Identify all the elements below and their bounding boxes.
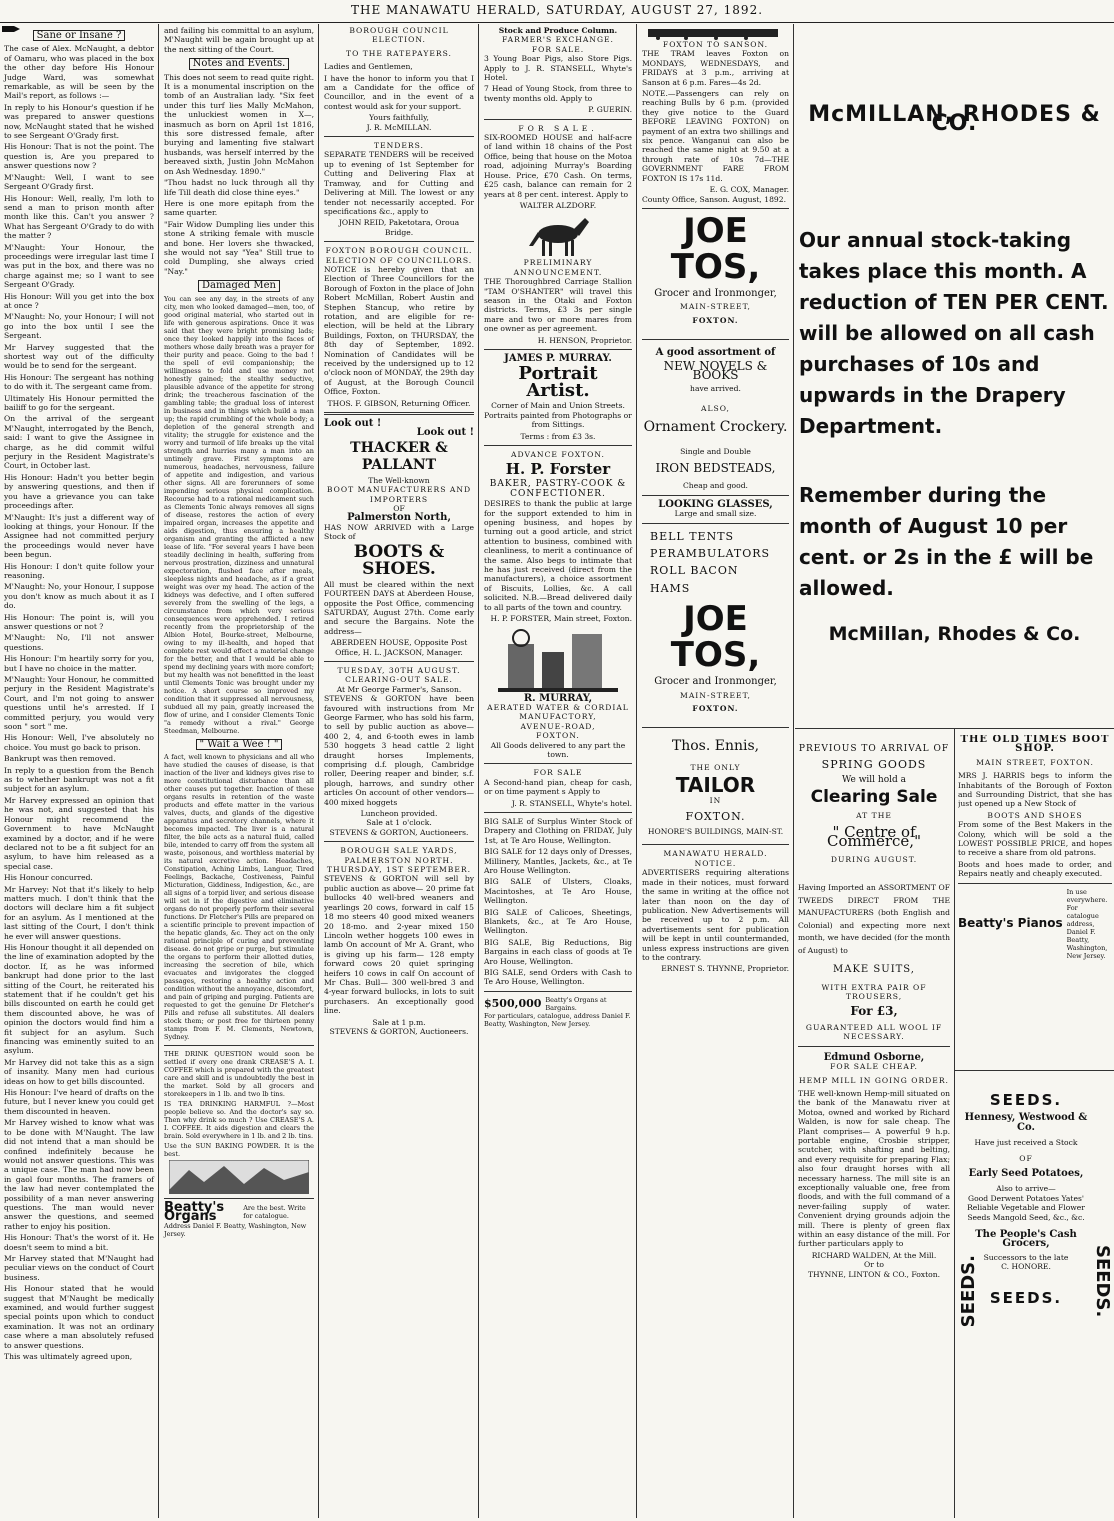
successors: Successors to the late [983, 1252, 1069, 1262]
big-sale-6: BIG SALE, send Orders with Cash to Te Aro House, Wellington. [484, 968, 632, 987]
yards-title: BOROUGH SALE YARDS, PALMERSTON NORTH. [340, 846, 458, 865]
farmer-title: FARMER'S EXCHANGE. [502, 35, 614, 45]
big-sale-3: BIG SALE of Ulsters, Cloaks, Macintoshes, at Te Aro House, Wellington. [484, 877, 632, 906]
horse-illustration [523, 210, 593, 258]
paragraph: His Honour: That's the worst of it. He doesn't seem to mind a bit. [4, 1233, 154, 1252]
sale-body: STEVENS & GORTON have been favoured with instructions from Mr George Farmer, who has sold his farm, to sell by public auction as above— 400 2, 4, and 6-tooth ewes in lamb 530 hoggets 3 head cattle 2 light draught horses Implements, comprising d.f. plough, Cambridge roller, Deering reaper and binder, s.f. plough, harrows, and sundry other articles On account of other vendors— 400 mixed hoggets [324, 694, 474, 807]
big-sale-5: BIG SALE, Big Reductions, Big Bargains in each class of goods at Te Aro House, Wellington. [484, 937, 632, 966]
made-to-order: Boots and hoes made to order, and Repairs neatly and cheaply executed. [958, 859, 1112, 879]
spring-goods: SPRING GOODS [821, 758, 927, 772]
hemp-body: THE well-known Hemp-mill situated on the bank of the Manawatu river at Motoa, owned and worked by Richard Walden, is now for sale cheap. The Plant comprises— A powerful 9 h.p. portable engine, Crosbie stripper, scutcher, with shafting and belting, and every requisite for preparing Flax; also four draught horses with all necessary harness. The mill site is an exceptionally valuable one, free from floods, and with the full command of a never-failing supply of water. Convenient drying grounds adjoin the mill. There is plenty of green flax within an easy distance of the mill. For further particulars apply to [798, 1088, 950, 1249]
single-double: Single and Double [680, 446, 751, 456]
tram-office: County Office, Sanson. August, 1892. [642, 194, 786, 204]
paragraph: A fact, well known to physicians and all who have studied the causes of disease, is that inaction of the liver and kidneys gives rise to more constitutional disturbance than all other causes put together. Inaction of these organs results in retention of the waste products and effete matter in the various valves, ducts, and glands of the digestive apparatus and secretory channels, where it becomes impacted. The liver is a natural filter, the bile acts as a natural fluid, called bile, intended to carry off from the system all waste, poisonous, and worthless material by its natural excretive action. Headaches, Constipation, Aching Limbs, Languor, Tired Feelings, Backache, Costiveness, Painful Micturation, Giddiness, Indigestion, &c., are all signs of a torpid liver, and serious disease will set in if the digestive and eliminative organs do not properly perform their several functions. Dr Fletcher's Pills are prepared on a scientific principle to prevent impaction of the hepatic glands, &c. They act on the only rational principle of curing and preventing disease. do not gripe or purge, but stimulate the organs to perform their allotted duties, increasing the secretion of bile, which evacuates and invigorates the clogged passages, restoring a healthy action and condition without the annoyance, discomfort, and pain of griping and purging. Patients are requested to get the genuine Dr Fletcher's Pills and refuse all substitutes. All dealers stock them; or post free for thirteen penny stamps from F. M. Clements, Newtown, Sydney. [164, 752, 314, 1041]
paragraph: IS TEA DRINKING HARMFUL ?—Most people believe so. And the doctor's say so. Then why drink so much ? Use CREASE'S A. I. COFFEE. It aids digestion and clears the brain. Sold everywhere in 1 lb. and 2 lb. tins. [164, 1099, 314, 1140]
bell-tents: BELL TENTS [650, 529, 735, 543]
wait-body [164, 753, 314, 1041]
seeds-vertical-left: SEEDS. [958, 1255, 979, 1328]
sale-title: CLEARING-OUT SALE. [345, 675, 453, 685]
damaged-title: Damaged Men [164, 280, 314, 291]
advance-title: ADVANCE FOXTON. [511, 450, 605, 459]
suit-price: For £3, [850, 1004, 898, 1019]
thacker-sub: The Well-known [368, 475, 430, 485]
tram-sign: E. G. COX, Manager. [709, 185, 789, 195]
guerin-sign: P. GUERIN. [588, 105, 632, 115]
paragraph: You can see any day, in the streets of any city, men who looked damaged—men, too, of good original material, who started out in life with generous aspirations. Once it was said that they were bright promising lads; once they looked happily into the faces of mothers whose daily breath was a prayer for their purity and peace. Going to the bad ! the spell of evil companionship; the willingness to fold and use money not honestly gained; the stealthy seductive, plausible advance of the appetite for strong drink; the treacherous fascination of the gambling table; the gradual loss of interest in business and in things which build a man up; the rapid crumbling of the whole body; a depletion of the general strength and vitality; the struggle for existence and the worry and turmoil of life breaks up the vital strength and hurries many a man into an untimely grave. First symptoms are numerous, headaches, nervousness, failure of appetite and indigestion, and various other signs. All are forerunners of some impending serious physical complication. Recourse had to a rational medicament such as Clements Tonic always removes all signs of disease, restores the action of every impaired organ, increases the appetite and aids digestion, thus ensuring a healthy organism and granting the afflicted a new lease of life. "For several years I have been steadily declining in health, suffering from nervous prostration, dizziness and unnatural expectoration, flushed face after meals, sleepless nights and headache, as if a great weight was over my head. The action of the kidneys was defective, and I often suffered severely from the swelling of the legs, a circumstance from which very serious consequences were apprehended. I retired recently from the proprietorship of the Albion Hotel, Bourke-street, Melbourne, owing to my ill-health, and hoped that complete rest would effect a material change for the better, and that I would be able to spend my declining years with more comfort; but my health was not benefitted in the least until Clements Tonic was brought under my notice. A short course so improved my condition that it suppressed all nervousness, subdued all my pain, greatly increased the flow of urine, and I consider Clements Tonic "a remedy without a rival." George Steedman, Melbourne. [164, 294, 314, 735]
paragraph: His Honour: Well, I've absolutely no choice. You must go back to prison. [4, 733, 154, 752]
article-title: Sane or Insane ? [4, 30, 154, 41]
alzdorf-sign: WALTER ALZDORF. [519, 200, 597, 210]
avenue-road: AVENUE-ROAD, [520, 721, 596, 731]
yards-sign: STEVENS & GORTON, Auctioneers. [329, 1026, 469, 1036]
aerated-body: All Goods delivered to any part the town. [490, 740, 626, 759]
stock-title: Stock and Produce Column. [498, 26, 618, 35]
peoples-grocers: The People's Cash Grocers, [975, 1229, 1077, 1250]
fbc-body: NOTICE is hereby given that an Election of Three Councillors for the Borough of Foxton in the place of John Robert McMillan, Robert Austin and Stephen Stancup, who retire by rotation, and are eligible for re-election, will be held at the Library Buildings, Foxton, on THURSDAY, the 8th day of September, 1892. Nomination of Candidates will be received by the undersigned up to 12 o'clock noon of MONDAY, the 29th day of August, at the Borough Council Office, Foxton. [324, 264, 474, 397]
rmurray-title: R. MURRAY, [523, 692, 593, 704]
stansell-sign: J. R. STANSELL, Whyte's hotel. [511, 798, 632, 808]
seeds-ad [962, 1088, 1090, 1488]
paragraph: Mr Harvey wished to know what was to be done with M'Naught. The law did not intend that a man should be confined indefinitely because he would not answer questions. This was a unique case. The man had now been in gaol four months. The framers of the law had never contemplated the possibility of a man never answering questions. The man would never answer the questions, and seemed rather to enjoy his position. [4, 1118, 154, 1231]
look-out-1: Look out ! [324, 418, 382, 430]
tailor-foxton: FOXTON. [685, 809, 746, 823]
thynne-sign: ERNEST S. THYNNE, Proprietor. [661, 964, 789, 974]
paragraph: M'Naught: Well, I want to see Sergeant O'Grady first. [4, 172, 154, 192]
tenders-body: SEPARATE TENDERS will be received up to evening of 1st September for Cutting and Delivering Flax at Tramway, and for Cutting and Delivering at Mill. The lowest or any tender not necessarily accepted. For specifications &c., apply to [324, 150, 474, 216]
paragraph: THE DRINK QUESTION would soon be settled if every one drank CREASE'S A. I. COFFEE which is prepared with the greatest care and skill and is undoubtedly the best in the market. Sold by all grocers and storekeepers in 1 lb. and two lb tins. [164, 1049, 314, 1098]
make-suits: MAKE SUITS, [833, 964, 915, 976]
rmurray-foxton: FOXTON. [536, 731, 580, 741]
honore-buildings: HONORE'S BUILDINGS, MAIN-ST. [647, 827, 784, 837]
novels-title: NEW NOVELS & BOOKS [663, 358, 768, 382]
sale-where: At Mr George Farmer's, Sanson. [336, 684, 462, 694]
during-august: DURING AUGUST. [830, 854, 918, 864]
paragraph: His Honour: I'm heartily sorry for you, but I have no choice in the matter. [4, 654, 154, 673]
also-arrive: Also to arrive— [996, 1184, 1056, 1194]
harris-body-2: From some of the Best Makers in the Colony, which will be sold a the LOWEST POSSIBLE PRICE, and hopes to receive a share from old patrons. [958, 820, 1112, 858]
old-times-street: MAIN STREET, FOXTON. [976, 757, 1094, 767]
paragraph: M'Naught: No, your Honour, I suppose you don't know as much about it as I do. [4, 582, 154, 611]
paragraph: M'Naught: No, I'll not answer questions. [4, 633, 154, 652]
joe-tos-title-2: JOE TOS, [670, 599, 761, 676]
mcmillan-title: McMILLAN, RHODES & CO. [808, 102, 1101, 137]
election-to: TO THE RATEPAYERS. [346, 48, 452, 58]
hemp-mill: HEMP MILL IN GOING ORDER. [799, 1075, 949, 1085]
centre-title: " Centre of Commerce," [827, 823, 921, 851]
notice-body: ADVERTISERS requiring alterations made in their notices, must forward the same in writing at the office not later than noon on the day of publication. New Advertisements will be received up to 2 p.m. All advertisements sent for publication will be kept in until countermanded, unless express instructions are given to the contrary. [642, 868, 789, 962]
paragraph: His Honour stated that he would suggest that M'Naught be medically examined, and would further suggest special points upon which to conduct examination. It was not an ordinary case where a man absolutely refused to answer questions. [4, 1284, 154, 1350]
yards-date: THURSDAY, 1ST SEPTEMBER. [326, 865, 472, 875]
tailor-title: TAILOR [675, 772, 756, 797]
wait-title: " Wait a Wee ! " [164, 739, 314, 750]
seeds-vertical-right: SEEDS. [1092, 1245, 1113, 1318]
notice-title: NOTICE. [694, 858, 737, 868]
thacker-title: THACKER & PALLANT [350, 439, 448, 473]
we-will-hold: We will hold a [842, 774, 906, 785]
at-the: AT THE [856, 810, 892, 820]
joe-tos-grocer-2: Grocer and Ironmonger, [654, 676, 777, 688]
portrait-terms: Terms : from £3 3s. [520, 431, 596, 441]
baker-body: DESIRES to thank the public at large for the support extended to him in opening business, and hopes by turning out a good article, and strict attention to business, combined with cleanliness, to merit a continuance of the same. Also begs to intimate that he has just received (direct from the manufacturers), a choice assortment of Biscuits, Lollies, &c. A call solicited. N.B.—Bread delivered daily to all parts of the town and country. [484, 499, 632, 612]
paragraph: "Fair Widow Dumpling lies under this stone A striking female with muscle and bone. Her lovers she thwacked, she would not say "Yea" Still true to cold Dumpling, she always cried "Nay." [164, 219, 314, 276]
paragraph: His Honour: Well, really, I'm loth to send a man to prison month after month like this. Can't you answer ? What has Sergeant O'Grady to do with the matter ? [4, 193, 154, 241]
old-times-ad [958, 735, 1112, 965]
column-rule [158, 24, 159, 1518]
hams: HAMS [650, 581, 691, 595]
cheap-good: Cheap and good. [683, 481, 748, 491]
guarantee: GUARANTEED ALL WOOL IF NECESSARY. [805, 1022, 943, 1042]
iron-bedsteads: IRON BEDSTEADS, [655, 460, 776, 475]
paragraph: Mr Harvey stated that M'Naught had peculiar views on the conduct of Court business. [4, 1253, 154, 1282]
fbc-title: FOXTON BOROUGH COUNCIL. [325, 246, 473, 256]
paragraph: Use the SUN BAKING POWDER. It is the best. [164, 1141, 314, 1158]
also-label: ALSO, [701, 403, 730, 413]
seeds-title-2: SEEDS. [989, 1288, 1063, 1307]
notes-body [164, 73, 314, 277]
column-rule [636, 24, 637, 1518]
mcmillan-stocktaking: Our annual stock-taking takes place this month. A reduction of TEN PER CENT. will be allowed on all cash purchases of 10s and upwards in the Drapery Department. [799, 227, 1109, 438]
forsale2-title: FOR SALE [533, 768, 583, 778]
paragraph: In reply to his Honour's question if he was prepared to answer questions now, McNaught stated that he wished to see Sergeant O'Grady first. [4, 102, 154, 141]
boots-and-shoes: BOOTS AND SHOES [987, 810, 1083, 820]
house-title: FOR SALE. [518, 123, 598, 133]
sale-lunch: Luncheon provided. [360, 809, 438, 819]
baker-sign: H. P. FORSTER, Main street, Foxton. [490, 614, 632, 624]
pointing-hand-icon [2, 22, 20, 36]
fbc-sub: ELECTION OF COUNCILLORS. [325, 255, 473, 265]
young-stock-ad: 7 Head of Young Stock, from three to twenty months old. Apply to [484, 84, 632, 103]
or-to: Or to [864, 1260, 884, 1270]
sale-time: Sale at 1 o'clock. [366, 818, 432, 828]
column-notes [160, 26, 318, 1516]
boots-shoes: BOOTS & SHOES. [353, 541, 445, 579]
assortment-title: A good assortment of [655, 347, 776, 359]
mcmillan-sign: McMillan, Rhodes & Co. [828, 622, 1081, 645]
paragraph: The case of Alex. McNaught, a debtor of Oamaru, who was placed in the box the other day before His Honour Judge Ward, was somewhat remarkable, as will be seen by the Mail's report, as follows :— [4, 44, 154, 101]
tram-illustration [646, 26, 786, 40]
joe-tos-street-2: MAIN-STREET, [680, 690, 751, 700]
election-title: BOROUGH COUNCIL ELECTION. [349, 26, 449, 45]
paragraph: His Honour: The sergeant has nothing to do with it. The sergeant came from. [4, 372, 154, 392]
clearing-sale: Clearing Sale [810, 787, 938, 808]
joe-tos-foxton-2: FOXTON. [692, 704, 739, 714]
paragraph: His Honour: Will you get into the box at once ? [4, 291, 154, 310]
walden-sign: RICHARD WALDEN, At the Mill. [811, 1250, 937, 1260]
column-notices [320, 26, 478, 1516]
paragraph: His Honour: I've heard of drafts on the future, but I never knew you could get them discounted in heaven. [4, 1088, 154, 1116]
paragraph: His Honour: I don't quite follow your reasoning. [4, 561, 154, 580]
paragraph: Mr Harvey expressed an opinion that he was not, and suggested that his Honour might recommend the Government to have McNaught examined by a doctor, and if he were declared not to be a fit subject for an asylum, to have him released as a special case. [4, 795, 154, 871]
column-stock [480, 26, 636, 1516]
beatty-pianos-ad: Beatty's Pianos In use everywhere. For catalogue address, Daniel F. Beatty, Washington, New Jersey. [958, 887, 1108, 960]
big-sale-1: BIG SALE of Surplus Winter Stock of Drapery and Clothing on FRIDAY, July 1st, at Te Aro House, Wellington. [484, 816, 632, 845]
big-sale-4: BIG SALE of Calicoes, Sheetings, Blankets, &c., at Te Aro House, Wellington. [484, 907, 632, 936]
seeds-of: OF [1019, 1153, 1033, 1163]
damaged-body [164, 295, 314, 735]
paragraph: M'Naught: Your Honour, he committed perjury in the Resident Magistrate's Court, and I'm not going to answer questions until he's arrested. If I committed perjury, you would very soon " sort " me. [4, 675, 154, 732]
beatty-500000-address: For particulars, catalogue, address Daniel F. Beatty, Washington, New Jersey. [484, 1011, 631, 1028]
portrait-title: Portrait Artist. [518, 363, 598, 402]
seeds-list: Good Derwent Potatoes Yates' Reliable Vegetable and Flower Seeds Mangold Seed, &c., &c. [967, 1193, 1085, 1222]
ennis-title: Thos. Ennis, [671, 738, 760, 755]
baker-title: BAKER, PASTRY-COOK & CONFECTIONER. [489, 479, 627, 499]
previous-arrival: PREVIOUS TO ARRIVAL OF [798, 744, 950, 754]
tenders-sign: JOHN REID, Paketotara, Oroua Bridge. [338, 218, 460, 237]
column-sane-or-insane [0, 26, 158, 1516]
herald-title: MANAWATU HERALD. [663, 849, 768, 859]
masthead: THE MANAWATU HERALD, SATURDAY, AUGUST 27, 1892. [0, 0, 1114, 23]
look-out-2: Look out ! [416, 427, 474, 439]
paragraph: Here is one more epitaph from the same quarter. [164, 198, 314, 218]
fbc-sign: THOS. F. GIBSON, Returning Officer. [327, 398, 471, 408]
yards-body: STEVENS & GORTON will sell by public auction as above— 20 prime fat bullocks 40 well-bred weaners and yearlings 20 cows, forward in calf 15 18 mo steers 40 good mixed weaners 20 18-mo. and 2-year mixed 150 Lincoln wether hoggets 100 ewes in lamb On account of Mr A. Grant, who is giving up his farm— 128 empty forward cows 20 quiet springing heifers 10 cows in calf On account of Mr Chas. Bull— 300 well-bred 3 and 4-year forward bullocks, in lots to suit purchasers. An exceptionally good line. [324, 874, 474, 1016]
hennessy-title: Hennesy, Westwood & Co. [964, 1112, 1088, 1133]
thacker-trade: BOOT MANUFACTURERS AND IMPORTERS [326, 485, 472, 504]
thacker-town: Palmerston North, [347, 512, 451, 524]
column-rule [318, 24, 319, 1518]
mountains-illustration [169, 1160, 309, 1194]
forsale-title: FOR SALE. [531, 44, 585, 54]
for-sale-cheap: FOR SALE CHEAP. [830, 1062, 918, 1072]
joe-tos-foxton: FOXTON. [692, 315, 739, 325]
paragraph: His Honour thought it all depended on the line of examination adopted by the doctor. If, as he was informed bankrupt had done prior to the last sitting of the Court, he reiterated his statement that if he couldn't get his bills discounted on earth he could get them discounted above, he was of opinion the doctors would find him a fit subject for an asylum. Such financing was eminently suited to an asylum. [4, 942, 154, 1056]
beatty-organs-ad: Beatty's Organs Are the best. Write for catalogue. [164, 1199, 306, 1225]
beatty-500000-ad: $500,000 Beatty's Organs at Bargains. [484, 995, 607, 1012]
paragraph: Mr Harvey suggested that the shortest way out of the difficulty would be to send for the sergeant. [4, 342, 154, 371]
boots-body: All must be cleared within the next FOURTEEN DAYS at Aberdeen House, opposite the Post Office, commencing SATURDAY, August 27th. Come early and secure the Bargains. Note the address— [324, 579, 474, 636]
boots-addr: ABERDEEN HOUSE, Opposite Post Office, H. L. JACKSON, Manager. [330, 638, 468, 657]
drink-body [164, 1050, 314, 1158]
paragraph: His Honour: The point is, will you answer questions or not ? [4, 612, 154, 631]
tram-note: NOTE.—Passengers can rely on reaching Bulls by 6 p.m. (provided they give notice to the Guard BEFORE LEAVING FOXTON) on payment of an extra two shillings and six pence. Wanganui can also be reached the same night at 9.50 at a through rate of 10s 7d—THE GOVERNMENT FARE FROM FOXTON IS 17s 11d. [642, 89, 789, 183]
paragraph: Ultimately His Honour permitted the bailiff to go for the sergeant. [4, 393, 154, 413]
old-times-title: THE OLD TIMES BOOT SHOP. [960, 735, 1110, 755]
osborne-title: Edmund Osborne, [823, 1051, 925, 1063]
received-stock: Have just received a Stock [974, 1138, 1078, 1148]
election-close: Yours faithfully, [369, 113, 429, 123]
paragraph: M'Naught: It's just a different way of looking at things, your Honour. If the Assignee had not committed perjury the proceedings would never have been begun. [4, 512, 154, 560]
sale-date: TUESDAY, 30TH AUGUST. [337, 665, 461, 675]
murray-title: JAMES P. MURRAY. [504, 352, 612, 364]
linton-sign: THYNNE, LINTON & CO., Foxton. [807, 1269, 941, 1279]
ornament-title: Ornament Crockery. [643, 419, 788, 436]
tenders-title: TENDERS. [374, 141, 424, 151]
stallion-body: THE Thoroughbred Carriage Stallion "TAM O'SHANTER" will travel this season in the Otaki and Foxton districts. Terms, £3 3s per single mare and two or more mares from one owner as per agreement. [484, 277, 632, 334]
looking-glasses: LOOKING GLASSES, [658, 498, 773, 510]
centre-of-commerce-ad [798, 735, 950, 1515]
column-tram-shops [638, 26, 793, 1516]
aerated-title: AERATED WATER & CORDIAL MANUFACTORY, [487, 702, 629, 722]
house-body: SIX-ROOMED HOUSE and half-acre of land within 18 chains of the Post Office, being that house on the Motoa road, adjoining Murray's Boarding House. Price, £70 Cash. On terms, £25 cash, balance can remain for 2 years at 8 per cent. interest. Apply to [484, 133, 632, 199]
roll-bacon: ROLL BACON [650, 564, 739, 578]
tailor-in: IN [709, 796, 722, 806]
thacker-body: HAS NOW ARRIVED with a Large Stock of [324, 522, 474, 542]
paragraph: "Thou hadst no luck through all thy life Till death did close thine eyes." [164, 178, 314, 197]
paragraph: His Honour: That is not the point. The question is, Are you prepared to answer questions now ? [4, 142, 154, 171]
portrait-body: Corner of Main and Union Streets. Portraits painted from Photographs or from Sittings. [484, 401, 632, 430]
tram-title: FOXTON TO SANSON. [662, 40, 769, 49]
joe-tos-grocer: Grocer and Ironmonger, [654, 287, 777, 299]
prelim-title: PRELIMINARY ANNOUNCEMENT. [513, 258, 603, 277]
article-lead: and failing his committal to an asylum, M'Naught will be again brought up at the next sitting of the Court. [164, 26, 314, 54]
early-potatoes: Early Seed Potatoes, [968, 1168, 1084, 1180]
joe-tos-street: MAIN-STREET, [680, 302, 751, 312]
sale-sign: STEVENS & GORTON, Auctioneers. [329, 827, 469, 837]
the-only: THE ONLY [690, 763, 741, 773]
pigs-ad: 3 Young Boar Pigs, also Store Pigs. Apply to J. R. STANSELL, Whyte's Hotel. [484, 54, 632, 83]
paragraph: This was ultimately agreed upon, [4, 1352, 133, 1362]
mcmillan-reminder: Remember during the month of August 10 per cent. or 2s in the £ will be allowed. [799, 482, 1094, 600]
paragraph: M'Naught: Your Honour, the proceedings were irregular last time I was put in the box, and there was no charge against me; so I want to see Sergeant O'Grady. [4, 242, 154, 290]
sizes: Large and small size. [674, 509, 757, 519]
election-sign: J. R. McMILLAN. [366, 122, 432, 132]
bottling-machine-illustration [498, 624, 618, 694]
column-rule [478, 24, 479, 1518]
thacker-of: OF [393, 504, 405, 514]
paragraph: On the arrival of the sergeant M'Naught, interrogated by the Bench, said: I want to give the Assignee in charge, as he did commit wilful perjury in the Resident Magistrate's Court, in October last. [4, 414, 154, 471]
paragraph: This does not seem to read quite right. It is a monumental inscription on the tomb of an Australian lady. "Six feet under this turf lies Mally McMahon, the unluckiest women in X—, inasmuch as born on April 1st 1816, this sore distressed female, after burying and lamenting five stalwart husbands, was herself interred by the bereaved sixth, Justin John McMahon on Ash Wednesday. 1890." [164, 72, 314, 176]
paragraph: M'Naught: No, your Honour; I will not go into the box until I see the Sergeant. [4, 312, 154, 341]
perambulators: PERAMBULATORS [650, 547, 771, 560]
paragraph: Bankrupt was then removed. [4, 754, 116, 764]
yards-time: Sale at 1 p.m. [372, 1017, 426, 1027]
paragraph: Mr Harvey: Not that it's likely to help matters much. I don't think that the doctors will declare him a fit subject for an asylum. As I mentioned at the last sitting of the Court, I don't think he ever will answer questions. [4, 884, 154, 941]
notes-title: Notes and Events. [164, 58, 314, 69]
tram-body: THE TRAM leaves Foxton on MONDAYS, WEDNESDAYS, and FRIDAYS at 3 p.m., arriving at Sanson at 6 p.m. Fares—4s 2d. [642, 49, 789, 87]
extra-trousers: WITH EXTRA PAIR OF TROUSERS, [821, 982, 927, 1002]
joe-tos-title: JOE TOS, [670, 210, 761, 287]
paragraph: Mr Harvey did not take this as a sign of insanity. Many men had curious ideas on how to get bills discounted. [4, 1057, 154, 1086]
seeds-title: SEEDS. [989, 1091, 1063, 1109]
paragraph: In reply to a question from the Bench as to whether bankrupt was not a fit subject for an asylum. [4, 765, 154, 794]
novels-arrived: have arrived. [690, 384, 741, 394]
forster-title: H. P. Forster [505, 460, 611, 479]
beatty-address: Address Daniel F. Beatty, Washington, New Jersey. [164, 1221, 307, 1238]
late-honore: C. HONORE. [1001, 1262, 1051, 1272]
election-body: I have the honor to inform you that I am a Candidate for the office of Councillor, and in the event of a contest would ask for your support. [324, 73, 474, 111]
election-salute: Ladies and Gentlemen, [324, 62, 413, 72]
paragraph: His Honour: Hadn't you better begin by answering questions, and then if you have a grievance you can take proceedings after. [4, 472, 154, 511]
article-body [4, 44, 154, 1361]
column-rule [793, 24, 794, 1518]
big-sale-2: BIG SALE for 12 days only of Dresses, Millinery, Mantles, Jackets, &c., at Te Aro House Wellington. [484, 847, 632, 875]
paragraph: His Honour concurred. [4, 873, 93, 883]
tweeds-body: Having Imported an ASSORTMENT OF TWEEDS DIRECT FROM THE MANUFACTURERS (both English and Colonial) and expecting more next month, we have decided (for the month of August) to [798, 883, 950, 955]
henson-sign: H. HENSON, Proprietor. [537, 335, 632, 345]
harris-body: MRS J. HARRIS begs to inform the Inhabitants of the Borough of Foxton and Surrounding District, that she has just opened up a New Stock of [958, 771, 1112, 809]
cart-body: A Second-hand pian, cheap for cash, or on time payment s Apply to [484, 777, 632, 797]
